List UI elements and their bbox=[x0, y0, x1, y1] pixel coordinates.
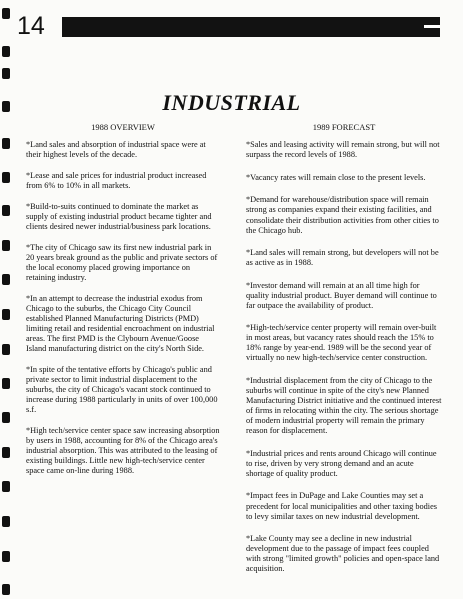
binder-hole bbox=[2, 205, 10, 216]
forecast-item: *Lake County may see a decline in new industrial development due to the passage of impact fees coupled with strong "limited growth" policies and open-space land acquisition. bbox=[246, 534, 440, 574]
binder-hole bbox=[2, 274, 10, 285]
forecast-item: *Industrial displacement from the city of Chicago to the suburbs will continue in spite of the city's new Planned Manufacturing District initiative and the continued interest of firms in relocating within the city. The serious shortage of modern industrial property will remain the primary reason for displacement. bbox=[246, 375, 442, 436]
forecast-item: *Demand for warehouse/distribution space will remain strong as companies expand their existing facilities, and consolidate their distribution activities from other cities to the Chicago hub. bbox=[246, 195, 439, 235]
overview-item: *The city of Chicago saw its first new industrial park in 20 years break ground as the public and private sectors of the local economy placed growing importance on retaining industry. bbox=[26, 242, 218, 282]
overview-item: *Build-to-suits continued to dominate the market as supply of existing industrial product became tighter and clients desired newer industrial/business park locations. bbox=[26, 201, 212, 232]
overview-item: *In spite of the tentative efforts by Chicago's public and private sector to limit industrial displacement to the suburbs, the city of Chicago's vacant stock continued to increase during 1988 particularly in units of over 100,000 s.f. bbox=[26, 364, 218, 415]
forecast-item: *Impact fees in DuPage and Lake Counties may set a precedent for local municipalities and other taxing bodies to levy similar taxes on new industrial development. bbox=[246, 491, 437, 521]
overview-heading: 1988 OVERVIEW bbox=[91, 122, 155, 132]
page-title: INDUSTRIAL bbox=[162, 90, 301, 115]
binder-hole bbox=[2, 240, 10, 251]
forecast-item: *Investor demand will remain at an all time high for quality industrial product. Buyer demand will continue to far outpace the availability of product. bbox=[246, 280, 437, 310]
forecast-item: *Vacancy rates will remain close to the present levels. bbox=[246, 172, 426, 182]
binder-hole bbox=[2, 447, 10, 458]
binder-hole bbox=[2, 481, 10, 492]
binder-hole bbox=[2, 68, 10, 79]
binder-hole bbox=[2, 172, 10, 183]
binder-hole bbox=[2, 138, 10, 149]
forecast-heading: 1989 FORECAST bbox=[312, 122, 376, 132]
forecast-item: *Sales and leasing activity will remain strong, but will not surpass the record levels of 1988. bbox=[246, 140, 440, 160]
binder-hole bbox=[2, 378, 10, 389]
overview-item: *Land sales and absorption of industrial space were at their highest levels of the decade. bbox=[26, 140, 206, 160]
binder-hole bbox=[2, 8, 10, 19]
forecast-item: *Industrial prices and rents around Chicago will continue to rise, driven by very strong demand and an acute shortage of quality product. bbox=[246, 448, 437, 479]
binder-hole bbox=[2, 516, 10, 527]
binder-hole bbox=[2, 551, 10, 562]
binder-hole bbox=[2, 584, 10, 595]
overview-item: *High tech/service center space saw increasing absorption by users in 1988, accounting for 8% of the Chicago area's industrial absorption. This was attributed to the leasing of existing buildings. Little new high-tech/service center space came on-line during 1988. bbox=[26, 425, 220, 476]
header-bar bbox=[62, 17, 440, 37]
overview-item: *Lease and sale prices for industrial product increased from 6% to 10% in all markets. bbox=[26, 171, 207, 191]
binder-hole bbox=[2, 344, 10, 355]
forecast-item: *High-tech/service center property will remain over-built in most areas, but vacancy rates should reach the 15% to 18% range by year-end. 1989 will be the second year of virtually no new high-tech/service center construction. bbox=[246, 323, 437, 363]
binder-hole bbox=[2, 412, 10, 423]
forecast-item: *Land sales will remain strong, but developers will not be as active as in 1988. bbox=[246, 248, 439, 268]
overview-column bbox=[26, 122, 220, 487]
binder-hole bbox=[2, 309, 10, 320]
page-number: 14 bbox=[17, 12, 45, 40]
binder-hole bbox=[2, 46, 10, 57]
forecast-column bbox=[246, 122, 442, 587]
overview-item: *In an attempt to decrease the industrial exodus from Chicago to the suburbs, the Chicago City Council established Planned Manufacturing Districts (PMD) limiting retail and residential encroachment on industrial areas. The first PMD is the Clybourn Avenue/Goose Island manufacturing district on the city's North Side. bbox=[26, 293, 215, 354]
